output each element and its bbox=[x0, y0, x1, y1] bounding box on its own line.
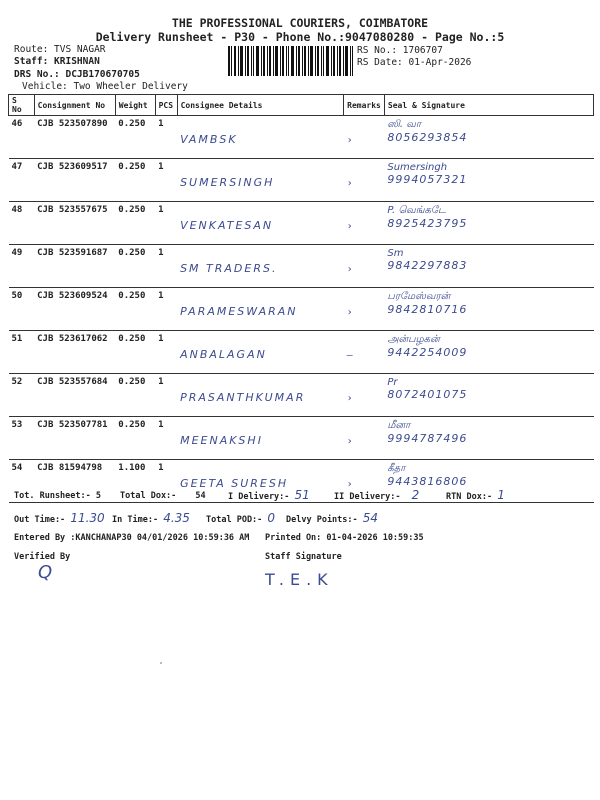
col-weight: Weight bbox=[115, 95, 155, 116]
remark-text: › bbox=[346, 135, 353, 146]
staff-signature: T.E.K bbox=[265, 570, 334, 589]
consignee-cell bbox=[177, 116, 344, 159]
remarks-cell bbox=[344, 331, 385, 374]
pcs-text: 1 bbox=[158, 334, 164, 344]
consignment-text: CJB 523557684 bbox=[37, 377, 108, 387]
consignment-text: CJB 523507890 bbox=[37, 119, 108, 129]
table-row bbox=[9, 245, 594, 288]
col-consignment: Consignment No bbox=[34, 95, 115, 116]
remark-text: – bbox=[346, 350, 353, 361]
i-delivery: I Delivery:- 51 bbox=[228, 488, 310, 502]
staff-signature-label: Staff Signature bbox=[265, 552, 342, 562]
consignee-text: PARAMESWARAN bbox=[180, 305, 298, 318]
weight-text: 0.250 bbox=[118, 248, 146, 258]
sig-phone-text: 9443816806 bbox=[387, 475, 468, 488]
sno-cell bbox=[9, 159, 35, 202]
sig-phone-text: 8056293854 bbox=[387, 131, 468, 144]
weight-text: 0.250 bbox=[118, 119, 146, 129]
consignee-cell bbox=[177, 417, 344, 460]
total-pod: Total POD:- 0 bbox=[206, 511, 276, 525]
sig-name-text: கீதா bbox=[387, 463, 406, 474]
consignee-text: PRASANTHKUMAR bbox=[180, 391, 306, 404]
consignee-cell bbox=[177, 374, 344, 417]
pcs-cell bbox=[155, 374, 177, 417]
pcs-text: 1 bbox=[158, 377, 164, 387]
sig-name-text: பரமேஸ்வரன் bbox=[387, 291, 451, 302]
weight-text: 0.250 bbox=[118, 162, 146, 172]
sno-cell bbox=[9, 116, 35, 159]
sno-text: 48 bbox=[11, 205, 23, 215]
consignment-cell bbox=[34, 331, 115, 374]
col-sno: S No bbox=[9, 95, 35, 116]
pcs-text: 1 bbox=[158, 119, 164, 129]
signature-cell bbox=[384, 288, 593, 331]
out-time: Out Time:- 11.30 bbox=[14, 511, 105, 525]
consignee-text: SM TRADERS. bbox=[180, 262, 278, 275]
consignee-cell bbox=[177, 202, 344, 245]
signature-cell bbox=[384, 331, 593, 374]
sno-cell bbox=[9, 288, 35, 331]
remarks-cell bbox=[344, 202, 385, 245]
sig-name-text: P. வெங்கடே bbox=[387, 205, 446, 216]
sno-text: 54 bbox=[11, 463, 23, 473]
ii-delivery: II Delivery:- 2 bbox=[334, 488, 420, 502]
sig-phone-text: 9994787496 bbox=[387, 432, 468, 445]
page-speck bbox=[160, 662, 162, 664]
consignment-text: CJB 523609524 bbox=[37, 291, 108, 301]
pcs-cell bbox=[155, 202, 177, 245]
pcs-cell bbox=[155, 159, 177, 202]
sig-phone-text: 9442254009 bbox=[387, 346, 468, 359]
weight-text: 0.250 bbox=[118, 377, 146, 387]
weight-cell bbox=[115, 116, 155, 159]
remark-text: › bbox=[346, 436, 353, 447]
table-row bbox=[9, 288, 594, 331]
barcode bbox=[228, 46, 353, 76]
consignment-text: CJB 523609517 bbox=[37, 162, 108, 172]
sno-text: 47 bbox=[11, 162, 23, 172]
weight-cell bbox=[115, 374, 155, 417]
weight-text: 0.250 bbox=[118, 334, 146, 344]
remark-text: › bbox=[346, 479, 353, 490]
pcs-cell bbox=[155, 116, 177, 159]
signature-cell bbox=[384, 116, 593, 159]
in-time: In Time:- 4.35 bbox=[112, 511, 190, 525]
consignee-text: ANBALAGAN bbox=[180, 348, 267, 361]
remark-text: › bbox=[346, 307, 353, 318]
sig-name-text: Pr bbox=[387, 377, 398, 388]
sno-text: 50 bbox=[11, 291, 23, 301]
consignment-text: CJB 523591687 bbox=[37, 248, 108, 258]
pcs-text: 1 bbox=[158, 248, 164, 258]
signature-cell bbox=[384, 374, 593, 417]
table-header-row bbox=[9, 95, 594, 116]
entered-by: Entered By :KANCHANAP30 04/01/2026 10:59:36 AM bbox=[14, 533, 250, 543]
col-remarks: Remarks bbox=[344, 95, 385, 116]
pcs-cell bbox=[155, 417, 177, 460]
consignee-text: GEETA SURESH bbox=[180, 477, 289, 490]
sno-cell bbox=[9, 245, 35, 288]
consignment-cell bbox=[34, 288, 115, 331]
remark-text: › bbox=[346, 393, 353, 404]
sno-text: 52 bbox=[11, 377, 23, 387]
rs-date-text: RS Date: 01-Apr-2026 bbox=[357, 57, 472, 68]
company-title: THE PROFESSIONAL COURIERS, COIMBATORE bbox=[171, 16, 429, 30]
weight-cell bbox=[115, 159, 155, 202]
weight-cell bbox=[115, 245, 155, 288]
weight-text: 0.250 bbox=[118, 205, 146, 215]
pcs-cell bbox=[155, 331, 177, 374]
consignment-text: CJB 523617062 bbox=[37, 334, 108, 344]
consignee-cell bbox=[177, 288, 344, 331]
remarks-cell bbox=[344, 374, 385, 417]
pcs-cell bbox=[155, 288, 177, 331]
rtn-dox: RTN Dox:- 1 bbox=[446, 488, 505, 502]
sig-name-text: மீனா bbox=[387, 420, 411, 431]
sno-text: 49 bbox=[11, 248, 23, 258]
delivery-table bbox=[8, 94, 594, 503]
sno-cell bbox=[9, 331, 35, 374]
sno-cell bbox=[9, 374, 35, 417]
consignee-cell bbox=[177, 159, 344, 202]
drs-text: DRS No.: DCJB170670705 bbox=[14, 69, 140, 80]
signature-cell bbox=[384, 202, 593, 245]
remarks-cell bbox=[344, 288, 385, 331]
sig-phone-text: 9994057321 bbox=[387, 173, 468, 186]
pcs-cell bbox=[155, 245, 177, 288]
pcs-text: 1 bbox=[158, 463, 164, 473]
signature-cell bbox=[384, 245, 593, 288]
verified-signature: Q bbox=[38, 562, 53, 583]
consignment-text: CJB 81594798 bbox=[37, 463, 103, 473]
col-pcs: PCS bbox=[155, 95, 177, 116]
printed-on: Printed On: 01-04-2026 10:59:35 bbox=[265, 533, 424, 543]
weight-cell bbox=[115, 417, 155, 460]
remark-text: › bbox=[346, 178, 353, 189]
table-row bbox=[9, 116, 594, 159]
col-seal-signature: Seal & Signature bbox=[384, 95, 593, 116]
remarks-cell bbox=[344, 245, 385, 288]
table-row bbox=[9, 159, 594, 202]
signature-cell bbox=[384, 417, 593, 460]
table-row bbox=[9, 202, 594, 245]
col-consignee: Consignee Details bbox=[177, 95, 344, 116]
vehicle-text: Vehicle: Two Wheeler Delivery bbox=[22, 81, 188, 92]
sig-name-text: Sumersingh bbox=[387, 162, 448, 173]
route-text: Route: TVS NAGAR bbox=[14, 44, 106, 55]
sno-text: 51 bbox=[11, 334, 23, 344]
weight-cell bbox=[115, 288, 155, 331]
delvy-points: Delvy Points:- 54 bbox=[286, 511, 379, 525]
sno-cell bbox=[9, 202, 35, 245]
pcs-text: 1 bbox=[158, 291, 164, 301]
sno-text: 53 bbox=[11, 420, 23, 430]
remarks-cell bbox=[344, 417, 385, 460]
weight-cell bbox=[115, 202, 155, 245]
consignee-cell bbox=[177, 331, 344, 374]
table-row bbox=[9, 374, 594, 417]
remark-text: › bbox=[346, 264, 353, 275]
consignment-cell bbox=[34, 374, 115, 417]
verified-by-label: Verified By bbox=[14, 552, 71, 562]
weight-cell bbox=[115, 331, 155, 374]
consignment-cell bbox=[34, 159, 115, 202]
sig-name-text: ஸி. வா bbox=[387, 119, 422, 130]
sno-text: 46 bbox=[11, 119, 23, 129]
sig-phone-text: 9842810716 bbox=[387, 303, 468, 316]
consignment-cell bbox=[34, 202, 115, 245]
total-dox: Total Dox:- 54 bbox=[120, 491, 206, 501]
remarks-cell bbox=[344, 159, 385, 202]
consignment-cell bbox=[34, 245, 115, 288]
pcs-text: 1 bbox=[158, 205, 164, 215]
pcs-text: 1 bbox=[158, 162, 164, 172]
consignment-cell bbox=[34, 116, 115, 159]
signature-cell bbox=[384, 159, 593, 202]
sno-cell bbox=[9, 417, 35, 460]
runsheet-title: Delivery Runsheet - P30 - Phone No.:9047080280 - Page No.:5 bbox=[95, 30, 505, 44]
consignment-text: CJB 523557675 bbox=[37, 205, 108, 215]
sig-name-text: Sm bbox=[387, 248, 404, 259]
consignee-text: VAMBSK bbox=[180, 133, 238, 146]
staff-text: Staff: KRISHNAN bbox=[14, 56, 100, 67]
sig-phone-text: 8072401075 bbox=[387, 388, 468, 401]
remark-text: › bbox=[346, 221, 353, 232]
weight-text: 0.250 bbox=[118, 291, 146, 301]
weight-text: 1.100 bbox=[118, 463, 146, 473]
sig-phone-text: 9842297883 bbox=[387, 259, 468, 272]
table-row bbox=[9, 331, 594, 374]
consignment-text: CJB 523507781 bbox=[37, 420, 108, 430]
sig-phone-text: 8925423795 bbox=[387, 217, 468, 230]
sig-name-text: அன்பழகன் bbox=[387, 334, 440, 345]
consignee-text: MEENAKSHI bbox=[180, 434, 263, 447]
rs-no-text: RS No.: 1706707 bbox=[357, 45, 443, 56]
tot-runsheet: Tot. Runsheet:- 5 bbox=[14, 491, 101, 501]
weight-text: 0.250 bbox=[118, 420, 146, 430]
consignee-text: SUMERSINGH bbox=[180, 176, 275, 189]
table-row bbox=[9, 417, 594, 460]
consignment-cell bbox=[34, 417, 115, 460]
consignee-text: VENKATESAN bbox=[180, 219, 274, 232]
remarks-cell bbox=[344, 116, 385, 159]
pcs-text: 1 bbox=[158, 420, 164, 430]
consignee-cell bbox=[177, 245, 344, 288]
